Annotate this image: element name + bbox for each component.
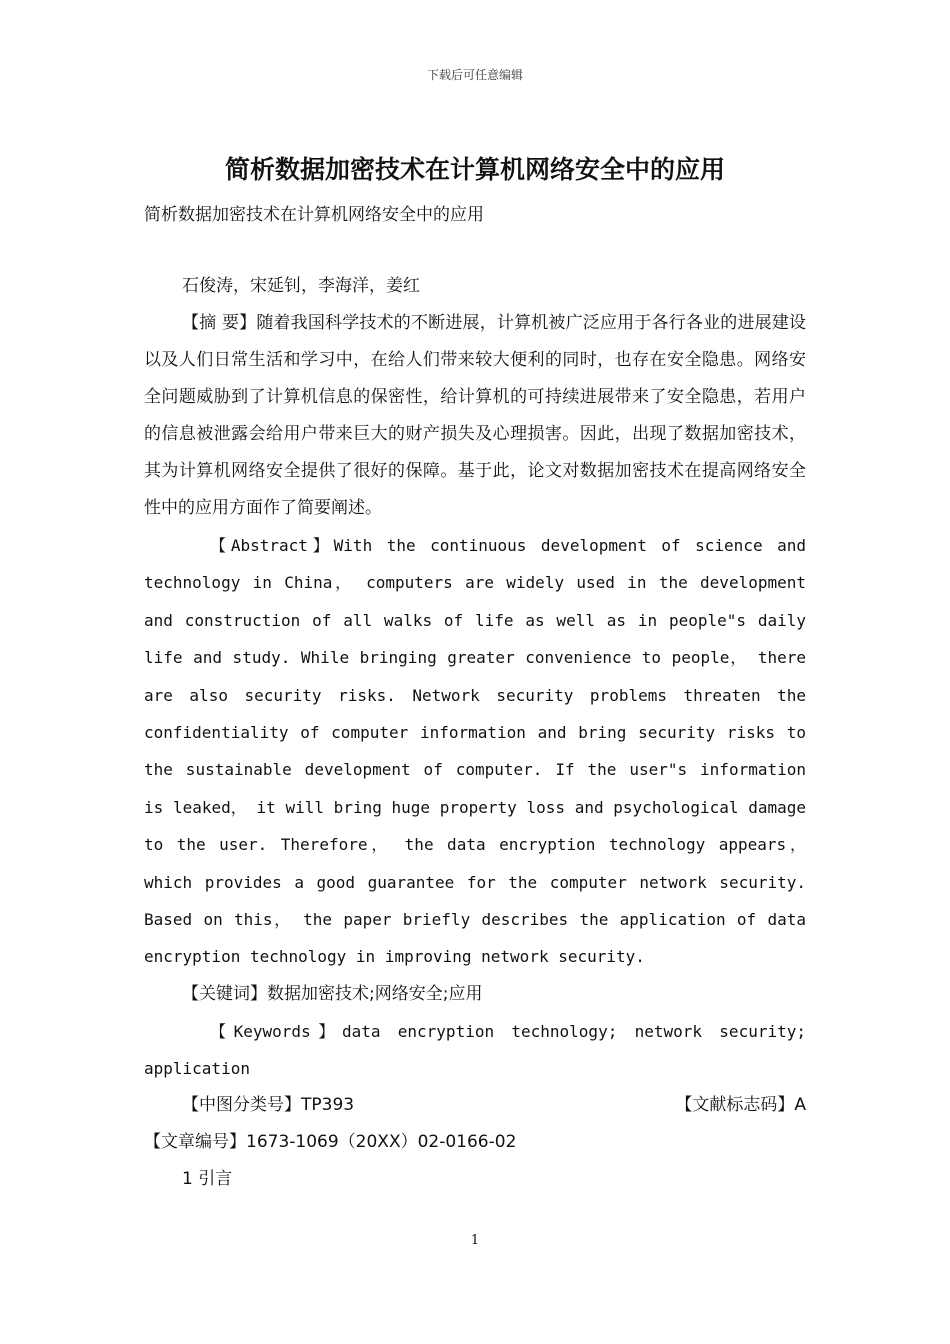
classification-row [144, 1087, 806, 1124]
section-heading: 1 引言 [182, 1168, 233, 1189]
keywords-chinese: 【关键词】数据加密技术;网络安全;应用 [182, 983, 483, 1004]
document-code: 【文献标志码】A [675, 1094, 806, 1115]
page-number: 1 [470, 1233, 480, 1248]
authors-line: 石俊涛，宋延钊，李海洋，姜红 [182, 276, 420, 296]
article-number: 【文章编号】1673-1069（20XX）02-0166-02 [144, 1131, 517, 1152]
document-title: 简析数据加密技术在计算机网络安全中的应用 [224, 155, 725, 184]
keywords-english: 【Keywords】data encryption technology; network security; application [144, 1021, 806, 1078]
abstract-english: 【Abstract】With the continuous development of science and technology in China， computers are widely used in the development and construction of all walks of life as well as in people"s daily life and study. While bringing greater convenience to people， there are also security risks. Network security problems threaten the confidentiality of computer information and bring security risks to the sustainable development of computer. If the user"s information is leaked， it will bring huge property loss and psychological damage to the user. Therefore， the data encryption technology appears， which provides a good guarantee for the computer network security. Based on this， the paper briefly describes the application of data encryption technology in improving network security. [144, 536, 807, 967]
header-note: 下载后可任意编辑 [426, 68, 523, 82]
document-body [144, 268, 806, 1198]
classification-number: 【中图分类号】TP393 [182, 1094, 355, 1115]
document-subtitle: 简析数据加密技术在计算机网络安全中的应用 [144, 205, 484, 225]
abstract-chinese: 【摘 要】随着我国科学技术的不断进展，计算机被广泛应用于各行各业的进展建设以及人们日常生活和学习中，在给人们带来较大便利的同时，也存在安全隐患。网络安全问题威胁到了计算机信息的保密性，给计算机的可持续进展带来了安全隐患，若用户的信息被泄露会给用户带来巨大的财产损失及心理损害。因此，出现了数据加密技术，其为计算机网络安全提供了很好的保障。基于此，论文对数据加密技术在提高网络安全性中的应用方面作了简要阐述。 [144, 313, 806, 518]
